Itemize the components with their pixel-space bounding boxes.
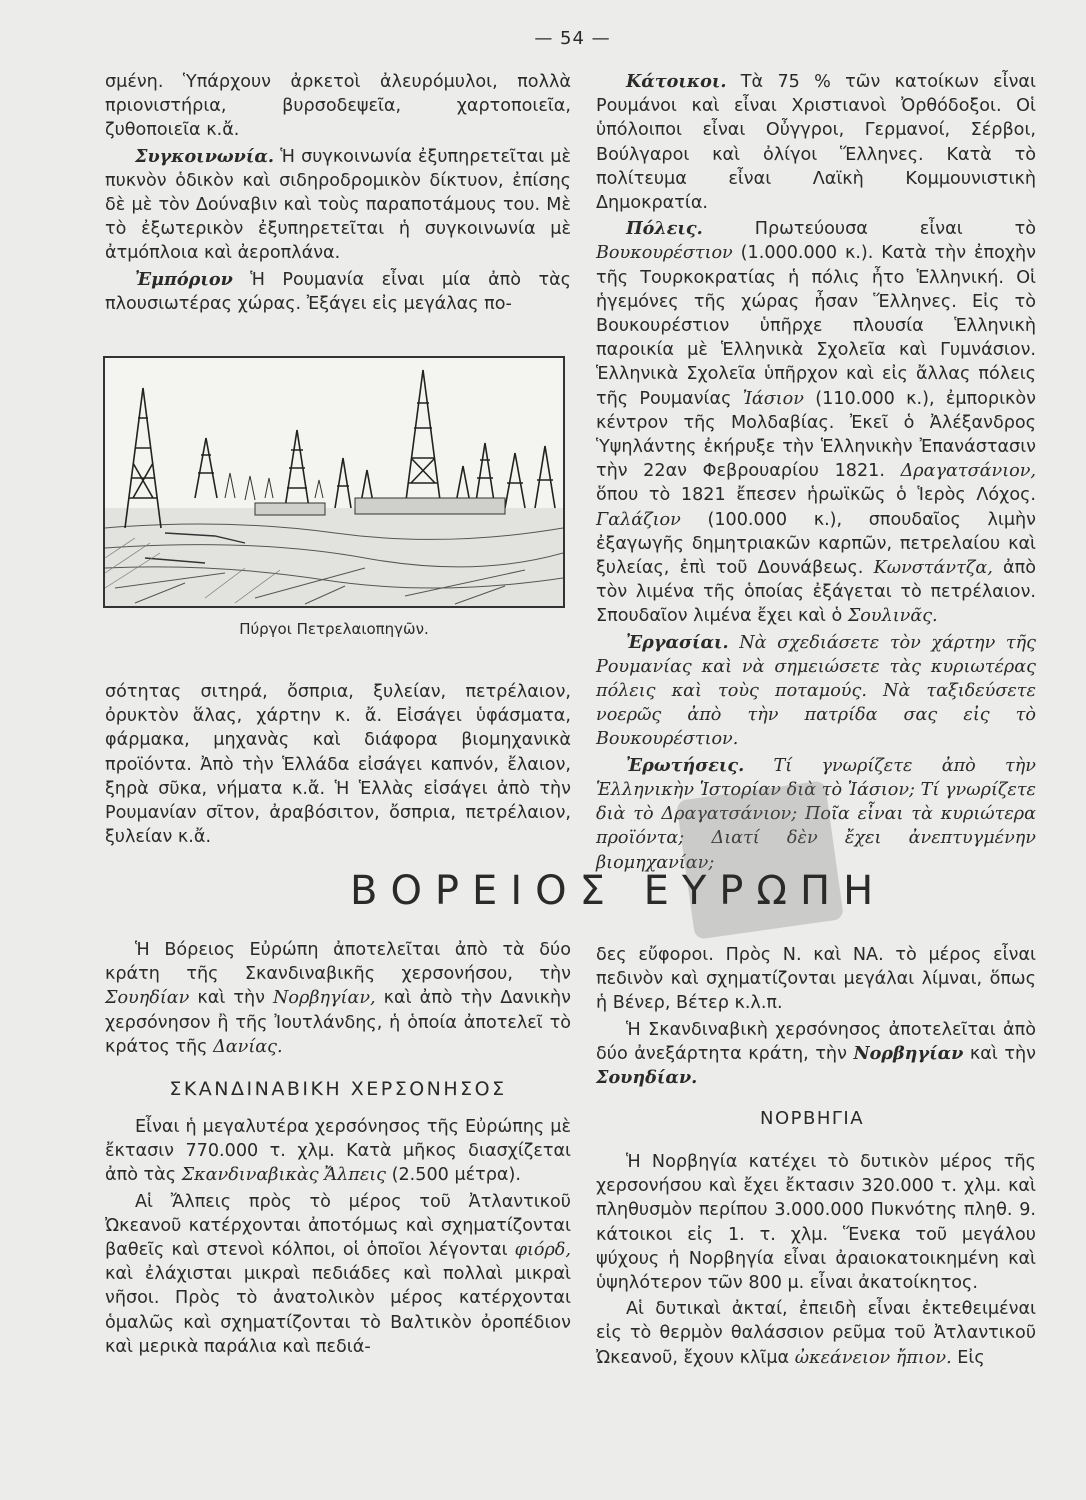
left-column-middle bbox=[105, 680, 571, 849]
paragraph-scandinavia-relief: Αἱ Ἄλπεις πρὸς τὸ μέρος τοῦ Ἀτλαντικοῦ Ὠκεανοῦ κατέρχονται ἀποτόμως καὶ σχηματίζονται βαθεῖς καὶ στενοὶ κόλποι, οἱ ὁποῖοι λέγονται φιόρδ, καὶ ἐλάχισται μικραὶ πεδιάδες καὶ πολλαὶ μικραὶ νῆσοι. Πρὸς τὸ ἀνατολικὸν μέρος κατέρχονται ὁμαλῶς καὶ σχηματίζονται τὸ Βαλτικὸν ὀροπέδιον καὶ μερικὰ παράλια καὶ πεδιά- bbox=[105, 1191, 571, 1357]
paragraph-exports: σότητας σιτηρά, ὄσπρια, ξυλείαν, πετρέλαιον, ὀρυκτὸν ἅλας, χάρτην κ. ἄ. Εἰσάγει ὑφάσματα, φάρμακα, μηχανὰς καὶ διάφορα βιομηχανικὰ προϊόντα. Ἀπὸ τὴν Ἑλλάδα εἰσάγει καπνόν, ἔλαιον, ξηρὰ σῦκα, νήματα κ.ἄ. Ἡ Ἑλλὰς εἰσάγει ἀπὸ τὴν Ρουμανίαν σῖτον, ἀραβόσιτον, ὄσπρια, πετρέλαιον, ξυλείαν κ.ἄ. bbox=[105, 682, 571, 848]
library-stamp bbox=[676, 780, 844, 940]
paragraph-industry: σμένη. Ὑπάρχουν ἀρκετοὶ ἀλευρόμυλοι, πολλὰ πριονιστήρια, βυρσοδεψεῖα, χαρτοποιεῖα, ζυθοποιεῖα κ.ἄ. bbox=[105, 72, 571, 141]
paragraph-questions: Ἐρωτήσεις. Τί γνωρίζετε ἀπὸ τὴν Ἑλληνικὴν Ἱστορίαν διὰ τὸ Ἰάσιον; Τί γνωρίζετε διὰ τὸ Δραγατσάνιον; Ποῖα εἶναι τὰ κυριώτερα προϊόντα; Διατί δὲν ἔχει ἀνεπτυγμένην βιομηχανίαν; bbox=[596, 754, 1036, 873]
heading-questions: Ἐρωτήσεις. bbox=[626, 754, 745, 776]
paragraph-inhabitants: Κάτοικοι. Τὰ 75 % τῶν κατοίκων εἶναι Ρουμάνοι καὶ εἶναι Χριστιανοὶ Ὀρθόδοξοι. Οἱ ὑπόλοιποι εἶναι Οὖγγροι, Γερμανοί, Σέρβοι, Βούλγαροι καὶ ὀλίγοι Ἕλληνες. Κατὰ τὸ πολίτευμα εἶναι Λαϊκὴ Κομμουνιστικὴ Δημοκρατία. bbox=[596, 71, 1036, 214]
paragraph-exercises: Ἐργασίαι. Νὰ σχεδιάσετε τὸν χάρτην τῆς Ρουμανίας καὶ νὰ σημειώσετε τὰς κυριωτέρας πόλεις καὶ τοὺς ποταμούς. Νὰ ταξιδεύσετε νοερῶς ἀπὸ τὴν πατρίδα σας εἰς τὸ Βουκουρέστιον. bbox=[596, 631, 1036, 750]
oil-derricks-drawing bbox=[105, 358, 563, 606]
page-number: — 54 — bbox=[534, 28, 611, 49]
left-column-bottom bbox=[105, 938, 571, 1059]
paragraph-two-states: Ἡ Σκανδιναβικὴ χερσόνησος ἀποτελεῖται ἀπὸ δύο ἀνεξάρτητα κράτη, τὴν Νορβηγίαν καὶ τὴν Σουηδίαν. bbox=[596, 1019, 1036, 1089]
right-column-top bbox=[596, 70, 1036, 875]
paragraph-transport: Συγκοινωνία. Ἡ συγκοινωνία ἐξυπηρετεῖται μὲ πυκνὸν ὁδικὸν καὶ σιδηροδρομικὸν δίκτυον, ἐπίσης δὲ μὲ τὸν Δούναβιν καὶ τοὺς παραποτάμους του. Μὲ τὸ ἐξωτερικὸν ἐξυπηρετεῖται ἡ συγκοινωνία μὲ ἀτμόπλοια καὶ ἀεροπλάνα. bbox=[105, 145, 571, 264]
section-title-northern-europe: ΒΟΡΕΙΟΣ ΕΥΡΩΠΗ bbox=[350, 868, 887, 914]
subtitle-scandinavian-peninsula: ΣΚΑΝΔΙΝΑΒΙΚΗ ΧΕΡΣΟΝΗΣΟΣ bbox=[169, 1078, 507, 1100]
paragraph-trade: Ἐμπόριον Ἡ Ρουμανία εἶναι μία ἀπὸ τὰς πλουσιωτέρας χώρας. Ἐξάγει εἰς μεγάλας πο- bbox=[105, 268, 571, 314]
paragraph-north-europe-intro: Ἡ Βόρειος Εὐρώπη ἀποτελεῖται ἀπὸ τὰ δύο κράτη τῆς Σκανδιναβικῆς χερσονήσου, τὴν Σουηδίαν καὶ τὴν Νορβηγίαν, καὶ ἀπὸ τὴν Δανικὴν χερσόνησον ἢ τῆς Ἰουτλάνδης, ἡ ὁποία ἀποτελεῖ τὸ κράτος τῆς Δανίας. bbox=[105, 940, 571, 1057]
oil-derricks-illustration bbox=[103, 356, 565, 608]
paragraph-norway-area: Ἡ Νορβηγία κατέχει τὸ δυτικὸν μέρος τῆς χερσονήσου καὶ ἔχει ἔκτασιν 320.000 τ. χλμ. καὶ πληθυσμὸν περίπου 3.000.000 Πυκνότης πληθ. 9. κάτοικοι εἰς 1. τ. χλμ. Ἕνεκα τοῦ μεγάλου ψύχους ἡ Νορβηγία εἶναι ἀραιοκατοικημένη καὶ ὑψηλότερον τῶν 800 μ. εἶναι ἀκατοίκητος. bbox=[596, 1152, 1036, 1294]
paragraph-norway-coast: Αἱ δυτικαὶ ἀκταί, ἐπειδὴ εἶναι ἐκτεθειμέναι εἰς τὸ θερμὸν θαλάσσιον ρεῦμα τοῦ Ἀτλαντικοῦ Ὠκεανοῦ, ἔχουν κλῖμα ὠκεάνειον ἤπιον. Εἰς bbox=[596, 1299, 1036, 1368]
paragraph-scandinavia-size: Εἶναι ἡ μεγαλυτέρα χερσόνησος τῆς Εὐρώπης μὲ ἔκτασιν 770.000 τ. χλμ. Κατὰ μῆκος διασχίζεται ἀπὸ τὰς Σκανδιναβικὰς Ἄλπεις (2.500 μέτρα). bbox=[105, 1117, 571, 1186]
heading-trade: Ἐμπόριον bbox=[135, 268, 233, 290]
heading-transport: Συγκοινωνία. bbox=[135, 145, 275, 167]
illustration-caption: Πύργοι Πετρελαιοπηγῶν. bbox=[239, 620, 429, 638]
right-column-bottom bbox=[596, 943, 1036, 1090]
heading-exercises: Ἐργασίαι. bbox=[626, 631, 729, 653]
paragraph-lakes: δες εὔφοροι. Πρὸς Ν. καὶ ΝΑ. τὸ μέρος εἶναι πεδινὸν καὶ σχηματίζονται μεγάλαι λίμναι, ὅπως ἡ Βένερ, Βέτερ κ.λ.π. bbox=[596, 945, 1036, 1014]
paragraph-cities: Πόλεις. Πρωτεύουσα εἶναι τὸ Βουκουρέστιον (1.000.000 κ.). Κατὰ τὴν ἐποχὴν τῆς Τουρκοκρατίας ἡ πόλις ἦτο Ἑλληνική. Οἱ ἡγεμόνες τῆς χώρας ἦσαν Ἕλληνες. Εἰς τὸ Βουκουρέστιον ὑπῆρχε πλουσία Ἑλληνικὴ παροικία μὲ Ἑλληνικὰ Σχολεῖα καὶ Γυμνάσιον. Ἑλληνικὰ Σχολεῖα ὑπῆρχον καὶ εἰς ἄλλας πόλεις τῆς Ρουμανίας Ἰάσιον (110.000 κ.), ἐμπορικὸν κέντρον τῆς Μολδαβίας. Ἐκεῖ ὁ Ἀλέξανδρος Ὑψηλάντης ἐκήρυξε τὴν Ἑλληνικὴν Ἐπανάστασιν τὴν 22αν Φεβρουαρίου 1821. Δραγατσάνιον, ὅπου τὸ 1821 ἔπεσεν ἡρωϊκῶς ὁ Ἱερὸς Λόχος. Γαλάζιον (100.000 κ.), σπουδαῖος λιμὴν ἐξαγωγῆς δημητριακῶν καρπῶν, πετρελαίου καὶ ξυλείας, ἐπὶ τοῦ Δουνάβεως. Κωνστάντζα, ἀπὸ τὸν λιμένα τῆς ὁποίας ἐξάγεται τὸ πετρέλαιον. Σπουδαῖον λιμένα ἔχει καὶ ὁ Σουλινᾶς. bbox=[596, 218, 1037, 627]
subtitle-norway: ΝΟΡΒΗΓΙΑ bbox=[760, 1108, 865, 1129]
heading-inhabitants: Κάτοικοι. bbox=[626, 71, 727, 92]
left-column-scandinavia bbox=[105, 1115, 571, 1359]
right-column-norway bbox=[596, 1150, 1036, 1370]
heading-cities: Πόλεις. bbox=[626, 218, 703, 240]
left-column-top bbox=[105, 70, 571, 316]
